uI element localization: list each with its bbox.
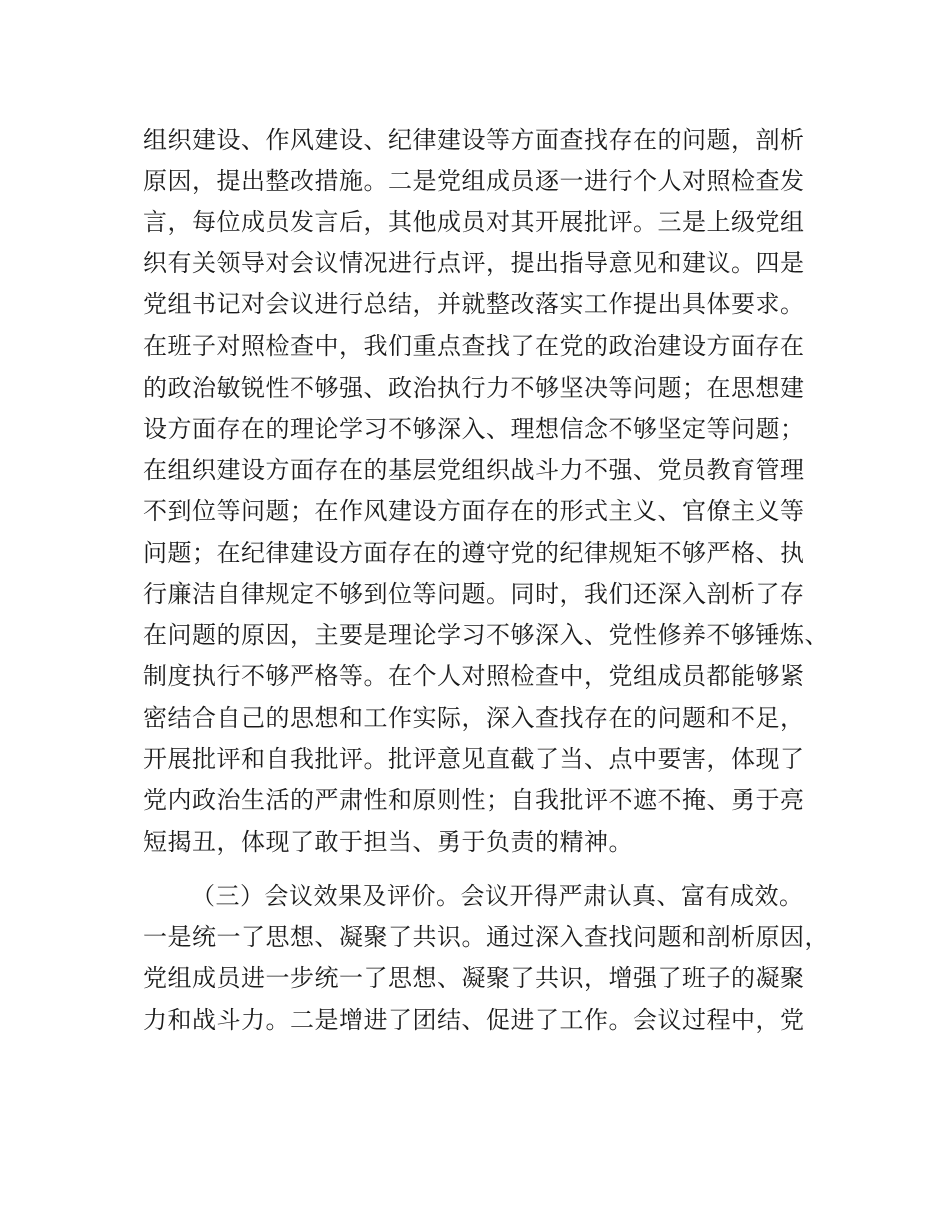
- text-line: 在组织建设方面存在的基层党组织战斗力不强、党员教育管理: [143, 456, 805, 484]
- text-line: 问题；在纪律建设方面存在的遵守党的纪律规矩不够严格、执: [143, 539, 805, 567]
- text-line: 制度执行不够严格等。在个人对照检查中，党组成员都能够紧: [143, 662, 805, 690]
- text-line: 的政治敏锐性不够强、政治执行力不够坚决等问题；在思想建: [143, 374, 805, 402]
- text-line: 党组成员进一步统一了思想、凝聚了共识，增强了班子的凝聚: [143, 964, 805, 992]
- text-line: 短揭丑，体现了敢于担当、勇于负责的精神。: [143, 828, 633, 856]
- text-line: 组织建设、作风建设、纪律建设等方面查找存在的问题，剖析: [143, 126, 805, 154]
- text-line: 行廉洁自律规定不够到位等问题。同时，我们还深入剖析了存: [143, 580, 805, 608]
- text-line: 党内政治生活的严肃性和原则性；自我批评不遮不掩、勇于亮: [143, 786, 805, 814]
- text-line: 不到位等问题；在作风建设方面存在的形式主义、官僚主义等: [143, 497, 805, 525]
- text-line: 织有关领导对会议情况进行点评，提出指导意见和建议。四是: [143, 249, 805, 277]
- text-line: 一是统一了思想、凝聚了共识。通过深入查找问题和剖析原因，: [143, 923, 829, 951]
- text-line: 开展批评和自我批评。批评意见直截了当、点中要害，体现了: [143, 745, 805, 773]
- text-line: 密结合自己的思想和工作实际，深入查找存在的问题和不足，: [143, 704, 805, 732]
- section-heading-line: （三）会议效果及评价。会议开得严肃认真、富有成效。: [191, 882, 804, 910]
- text-line: 在问题的原因，主要是理论学习不够深入、党性修养不够锤炼、: [143, 621, 829, 649]
- text-line: 在班子对照检查中，我们重点查找了在党的政治建设方面存在: [143, 332, 805, 360]
- text-line: 设方面存在的理论学习不够深入、理想信念不够坚定等问题；: [143, 415, 805, 443]
- text-line: 原因，提出整改措施。二是党组成员逐一进行个人对照检查发: [143, 167, 805, 195]
- text-line: 力和战斗力。二是增进了团结、促进了工作。会议过程中，党: [143, 1006, 805, 1034]
- text-line: 言，每位成员发言后，其他成员对其开展批评。三是上级党组: [143, 208, 805, 236]
- text-line: 党组书记对会议进行总结，并就整改落实工作提出具体要求。: [143, 290, 805, 318]
